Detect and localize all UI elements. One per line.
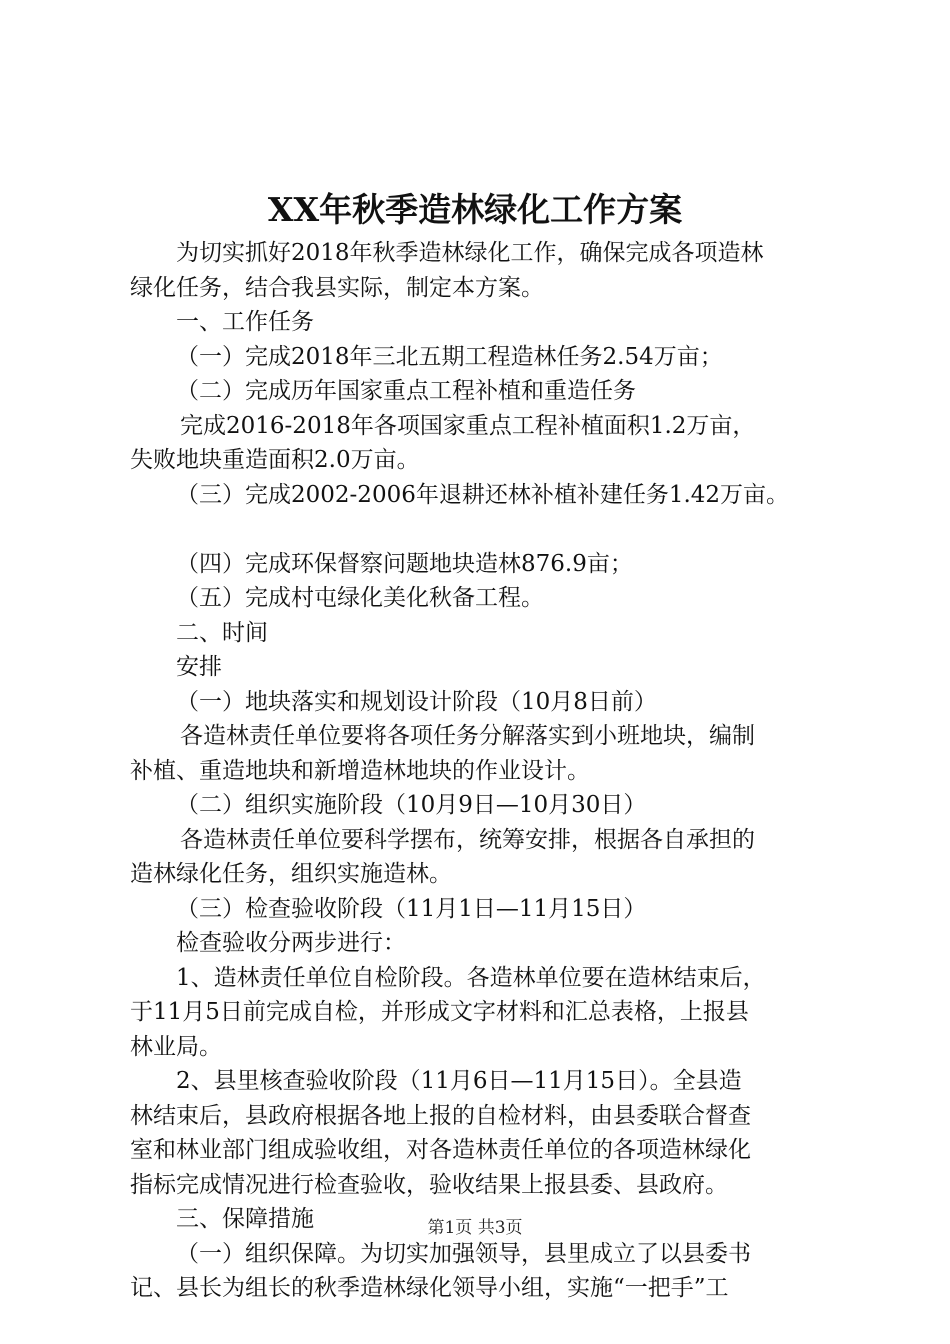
paragraph-line: 失败地块重造面积2.0万亩。 xyxy=(130,447,420,473)
section-heading: 三、保障措施 xyxy=(176,1206,314,1232)
paragraph-line: 1、造林责任单位自检阶段。各造林单位要在造林结束后， xyxy=(176,964,766,991)
paragraph-line: （一）地块落实和规划设计阶段（10月8日前） xyxy=(176,688,657,715)
paragraph-line: 各造林责任单位要将各项任务分解落实到小班地块，编制 xyxy=(180,723,755,749)
paragraph-line: 指标完成情况进行检查验收，验收结果上报县委、县政府。 xyxy=(130,1171,728,1198)
paragraph-line: 各造林责任单位要科学摆布，统筹安排，根据各自承担的 xyxy=(180,826,755,853)
paragraph-line: 记、县长为组长的秋季造林绿化领导小组，实施“一把手”工 xyxy=(130,1275,729,1301)
paragraph-line: 安排 xyxy=(176,654,222,680)
document-body xyxy=(130,236,842,1306)
section-heading: 二、时间 xyxy=(176,619,268,646)
paragraph-line: 于11月5日前完成自检，并形成文字材料和汇总表格，上报县 xyxy=(130,999,749,1025)
paragraph-line: （一）组织保障。为切实加强领导，县里成立了以县委书 xyxy=(176,1240,751,1267)
paragraph-line: （四）完成环保督察问题地块造林876.9亩； xyxy=(176,550,633,577)
paragraph-line: 为切实抓好2018年秋季造林绿化工作，确保完成各项造林 xyxy=(176,240,764,266)
paragraph-line: 造林绿化任务，组织实施造林。 xyxy=(130,861,452,887)
paragraph-line: 室和林业部门组成验收组，对各造林责任单位的各项造林绿化 xyxy=(130,1137,751,1163)
paragraph-line: （三）检查验收阶段（11月1日—11月15日） xyxy=(176,895,647,922)
paragraph-line: （一）完成2018年三北五期工程造林任务2.54万亩； xyxy=(176,343,723,370)
paragraph-line: 检查验收分两步进行： xyxy=(176,930,406,956)
paragraph-line: 林业局。 xyxy=(130,1033,222,1060)
blank-line xyxy=(130,512,842,547)
paragraph-line: 补植、重造地块和新增造林地块的作业设计。 xyxy=(130,757,590,784)
paragraph-line: 2、县里核查验收阶段（11月6日—11月15日）。全县造 xyxy=(176,1068,742,1094)
document-title: XX年秋季造林绿化工作方案 xyxy=(267,190,683,229)
paragraph-line: （五）完成村屯绿化美化秋备工程。 xyxy=(176,585,544,611)
paragraph-line: 林结束后，县政府根据各地上报的自检材料，由县委联合督查 xyxy=(130,1102,751,1129)
page-footer: 第1页 共3页 xyxy=(427,1218,523,1238)
paragraph-line: 绿化任务，结合我县实际，制定本方案。 xyxy=(130,274,544,301)
paragraph-line: 完成2016-2018年各项国家重点工程补植面积1.2万亩， xyxy=(180,412,756,439)
paragraph-line: （二）组织实施阶段（10月9日—10月30日） xyxy=(176,792,647,818)
paragraph-line: （二）完成历年国家重点工程补植和重造任务 xyxy=(176,378,636,404)
paragraph-line: （三）完成2002-2006年退耕还林补植补建任务1.42万亩。 xyxy=(176,481,790,508)
section-heading: 一、工作任务 xyxy=(176,309,314,335)
